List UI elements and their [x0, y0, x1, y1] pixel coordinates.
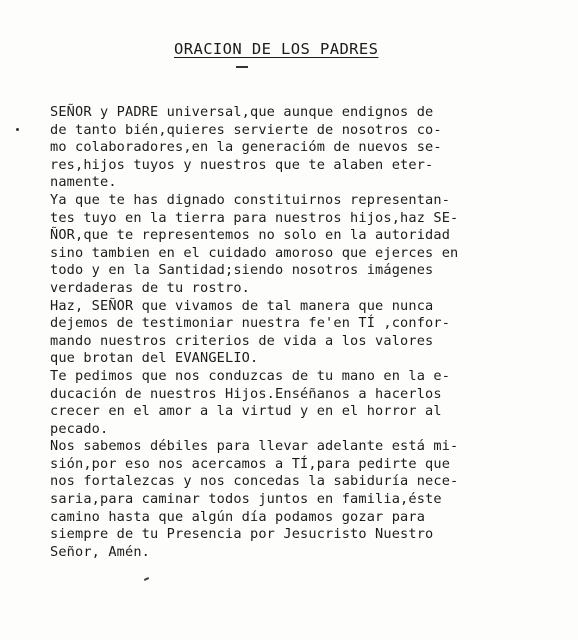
text-line: crecer en el amor a la virtud y en el horror al: [50, 403, 442, 420]
text-line: ÑOR,que te representemos no solo en la autoridad: [50, 227, 451, 244]
text-line: Te pedimos que nos conduzcas de tu mano en la e-: [50, 367, 451, 384]
text-line: que brotan del EVANGELIO.: [50, 350, 259, 367]
margin-dot-mark: [16, 128, 19, 131]
text-line: de tanto bién,quieres servierte de nosotros co-: [50, 121, 442, 138]
bottom-tick-mark: [144, 577, 149, 581]
text-line: camino hasta que algún día podamos gozar para: [50, 508, 426, 525]
text-line: todo y en la Santidad;siendo nosotros imágenes: [50, 262, 434, 279]
text-line: res,hijos tuyos y nuestros que te alaben eter-: [50, 156, 434, 173]
text-line: namente.: [50, 174, 117, 191]
title-dash-mark: [236, 66, 248, 68]
text-line: verdaderas de tu rostro.: [50, 279, 251, 296]
text-line: SEÑOR y PADRE universal,que aunque endignos de: [50, 104, 434, 120]
text-line: pecado.: [50, 420, 109, 437]
prayer-body: [50, 104, 570, 561]
text-line: ducación de nuestros Hijos.Enséñanos a hacerlos: [50, 385, 442, 402]
text-line: dejemos de testimoniar nuestra fe'en TÍ ,confor-: [50, 315, 451, 332]
text-line: saria,para caminar todos juntos en familia,éste: [50, 491, 442, 508]
text-line: siempre de tu Presencia por Jesucristo Nuestro: [50, 526, 434, 543]
page-title: ORACION DE LOS PADRES: [174, 40, 379, 58]
text-line: nos fortalezcas y nos concedas la sabiduría nece-: [50, 473, 459, 490]
text-line: sino tambien en el cuidado amoroso que ejerces en: [50, 244, 459, 261]
text-line: Ya que te has dignado constituirnos representan-: [50, 191, 451, 208]
text-line: sión,por eso nos acercamos a TÍ,para pedirte que: [50, 455, 451, 472]
text-line: mando nuestros criterios de vida a los valores: [50, 332, 434, 349]
text-line: Nos sabemos débiles para llevar adelante está mi-: [50, 438, 459, 455]
text-line: mo colaboradores,en la generacióm de nuevos se-: [50, 139, 442, 156]
text-line: tes tuyo en la tierra para nuestros hijos,haz SE-: [50, 209, 459, 226]
text-line: Haz, SEÑOR que vivamos de tal manera que nunca: [50, 297, 434, 314]
text-line: Señor, Amén.: [50, 543, 151, 560]
